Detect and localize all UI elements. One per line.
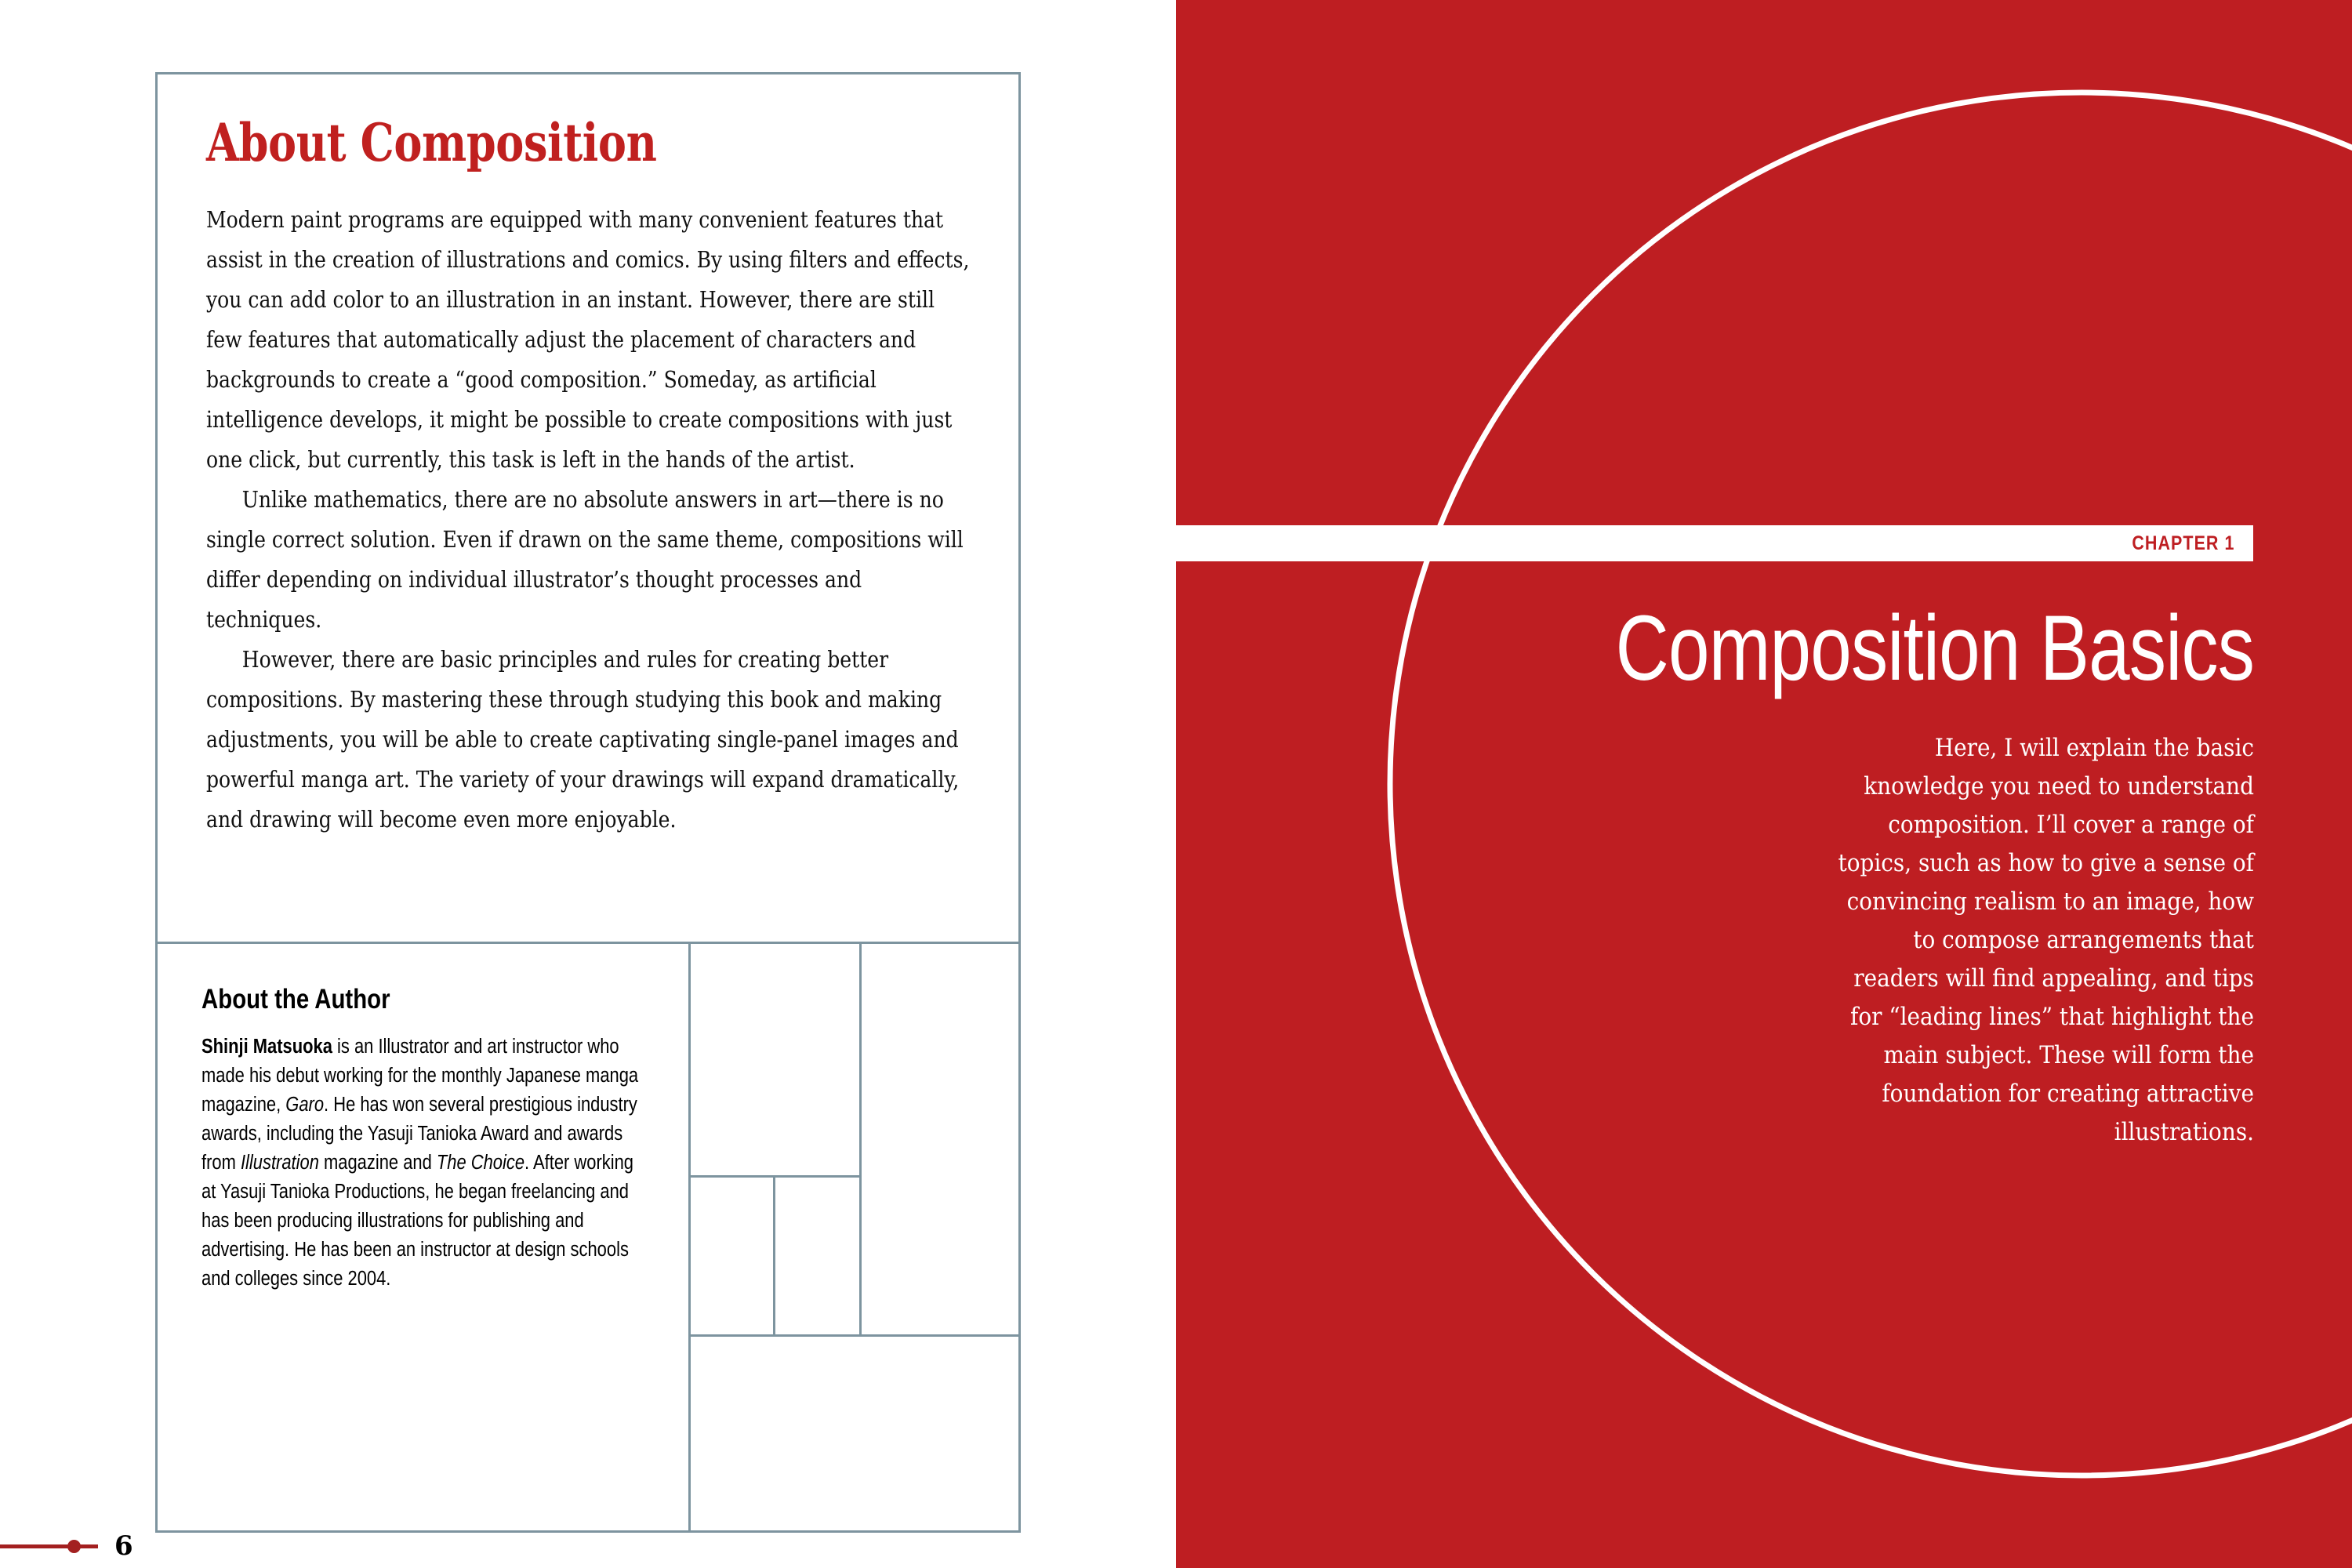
panel-top-row	[691, 944, 1018, 1337]
author-bio-seg-4: . After working at Yasuji Tanioka Productions, he began freelancing and has been producing illustrations for publishing and advertising. He has been an instructor at design schools and colleges since 2004.	[201, 1151, 633, 1290]
panel-frame-3	[775, 1178, 859, 1334]
author-name: Shinji Matsuoka	[201, 1035, 332, 1058]
body-paragraph-2: Unlike mathematics, there are no absolute answers in art—there is no single correct solution. Even if drawn on the same theme, compositions will differ depending on individual illustrator’s thought processes and techniques.	[206, 487, 964, 633]
chapter-title: Composition Basics	[1615, 597, 2254, 700]
author-box-heading: About the Author	[201, 984, 390, 1014]
content-frame	[155, 72, 1021, 1533]
author-bio-seg-3: magazine and	[318, 1151, 437, 1174]
magazine-garo: Garo	[285, 1093, 325, 1116]
lower-region	[158, 944, 1018, 1530]
panel-grid	[691, 944, 1018, 1530]
panel-group-left	[691, 944, 862, 1334]
body-paragraph-3: However, there are basic principles and rules for creating better compositions. By mastering these through studying this book and making adjustments, you will be able to create captivating single-panel images and powerful manga art. The variety of your drawings will expand dramatically, and drawing will become even more enjoyable.	[206, 647, 960, 833]
author-bio-seg-2: . He has won several prestigious industry awards, including the Yasuji Tanioka Award and awards from	[201, 1093, 637, 1174]
author-bio	[201, 1033, 652, 1294]
page-number: 6	[114, 1530, 133, 1562]
about-the-author-box	[158, 944, 691, 1530]
folio	[0, 1530, 172, 1562]
panel-layout-diagram	[691, 944, 1018, 1530]
magazine-the-choice: The Choice	[436, 1151, 525, 1174]
body-paragraph-1: Modern paint programs are equipped with many convenient features that assist in the creation of illustrations and comics. By using filters and effects, you can add color to an illustration in an instant. However, there are still few features that automatically adjust the placement of characters and backgrounds to create a “good composition.” Someday, as artificial intelligence develops, it might be possible to create compositions with just one click, but currently, this task is left in the hands of the artist.	[206, 207, 970, 473]
page-title: About Composition	[206, 112, 657, 173]
panel-frame-5	[691, 1337, 1018, 1530]
panel-frame-2	[691, 1178, 775, 1334]
chapter-bar	[1176, 525, 2253, 561]
panel-frame-4	[862, 944, 1018, 1334]
folio-dot-icon	[67, 1540, 81, 1553]
right-page-chapter-opener	[1176, 0, 2352, 1568]
chapter-intro-text: Here, I will explain the basic knowledge you need to understand composition. I’ll cover a range of topics, such as how to give a sense of convincing realism to an image, how to compose arrangements that readers will find appealing, and tips for “leading lines” that highlight the main subject. These will form the foundation for creating attractive illustrations.	[1838, 734, 2254, 1146]
folio-rule	[0, 1544, 98, 1548]
magazine-illustration: Illustration	[240, 1151, 319, 1174]
author-bio-seg-1: is an Illustrator and art instructor who made his debut working for the monthly Japanese manga magazine,	[201, 1035, 639, 1116]
panel-group-lower	[691, 1178, 859, 1334]
panel-frame-1	[691, 944, 859, 1178]
about-composition-section	[158, 74, 1018, 944]
chapter-label: CHAPTER 1	[2131, 532, 2234, 554]
